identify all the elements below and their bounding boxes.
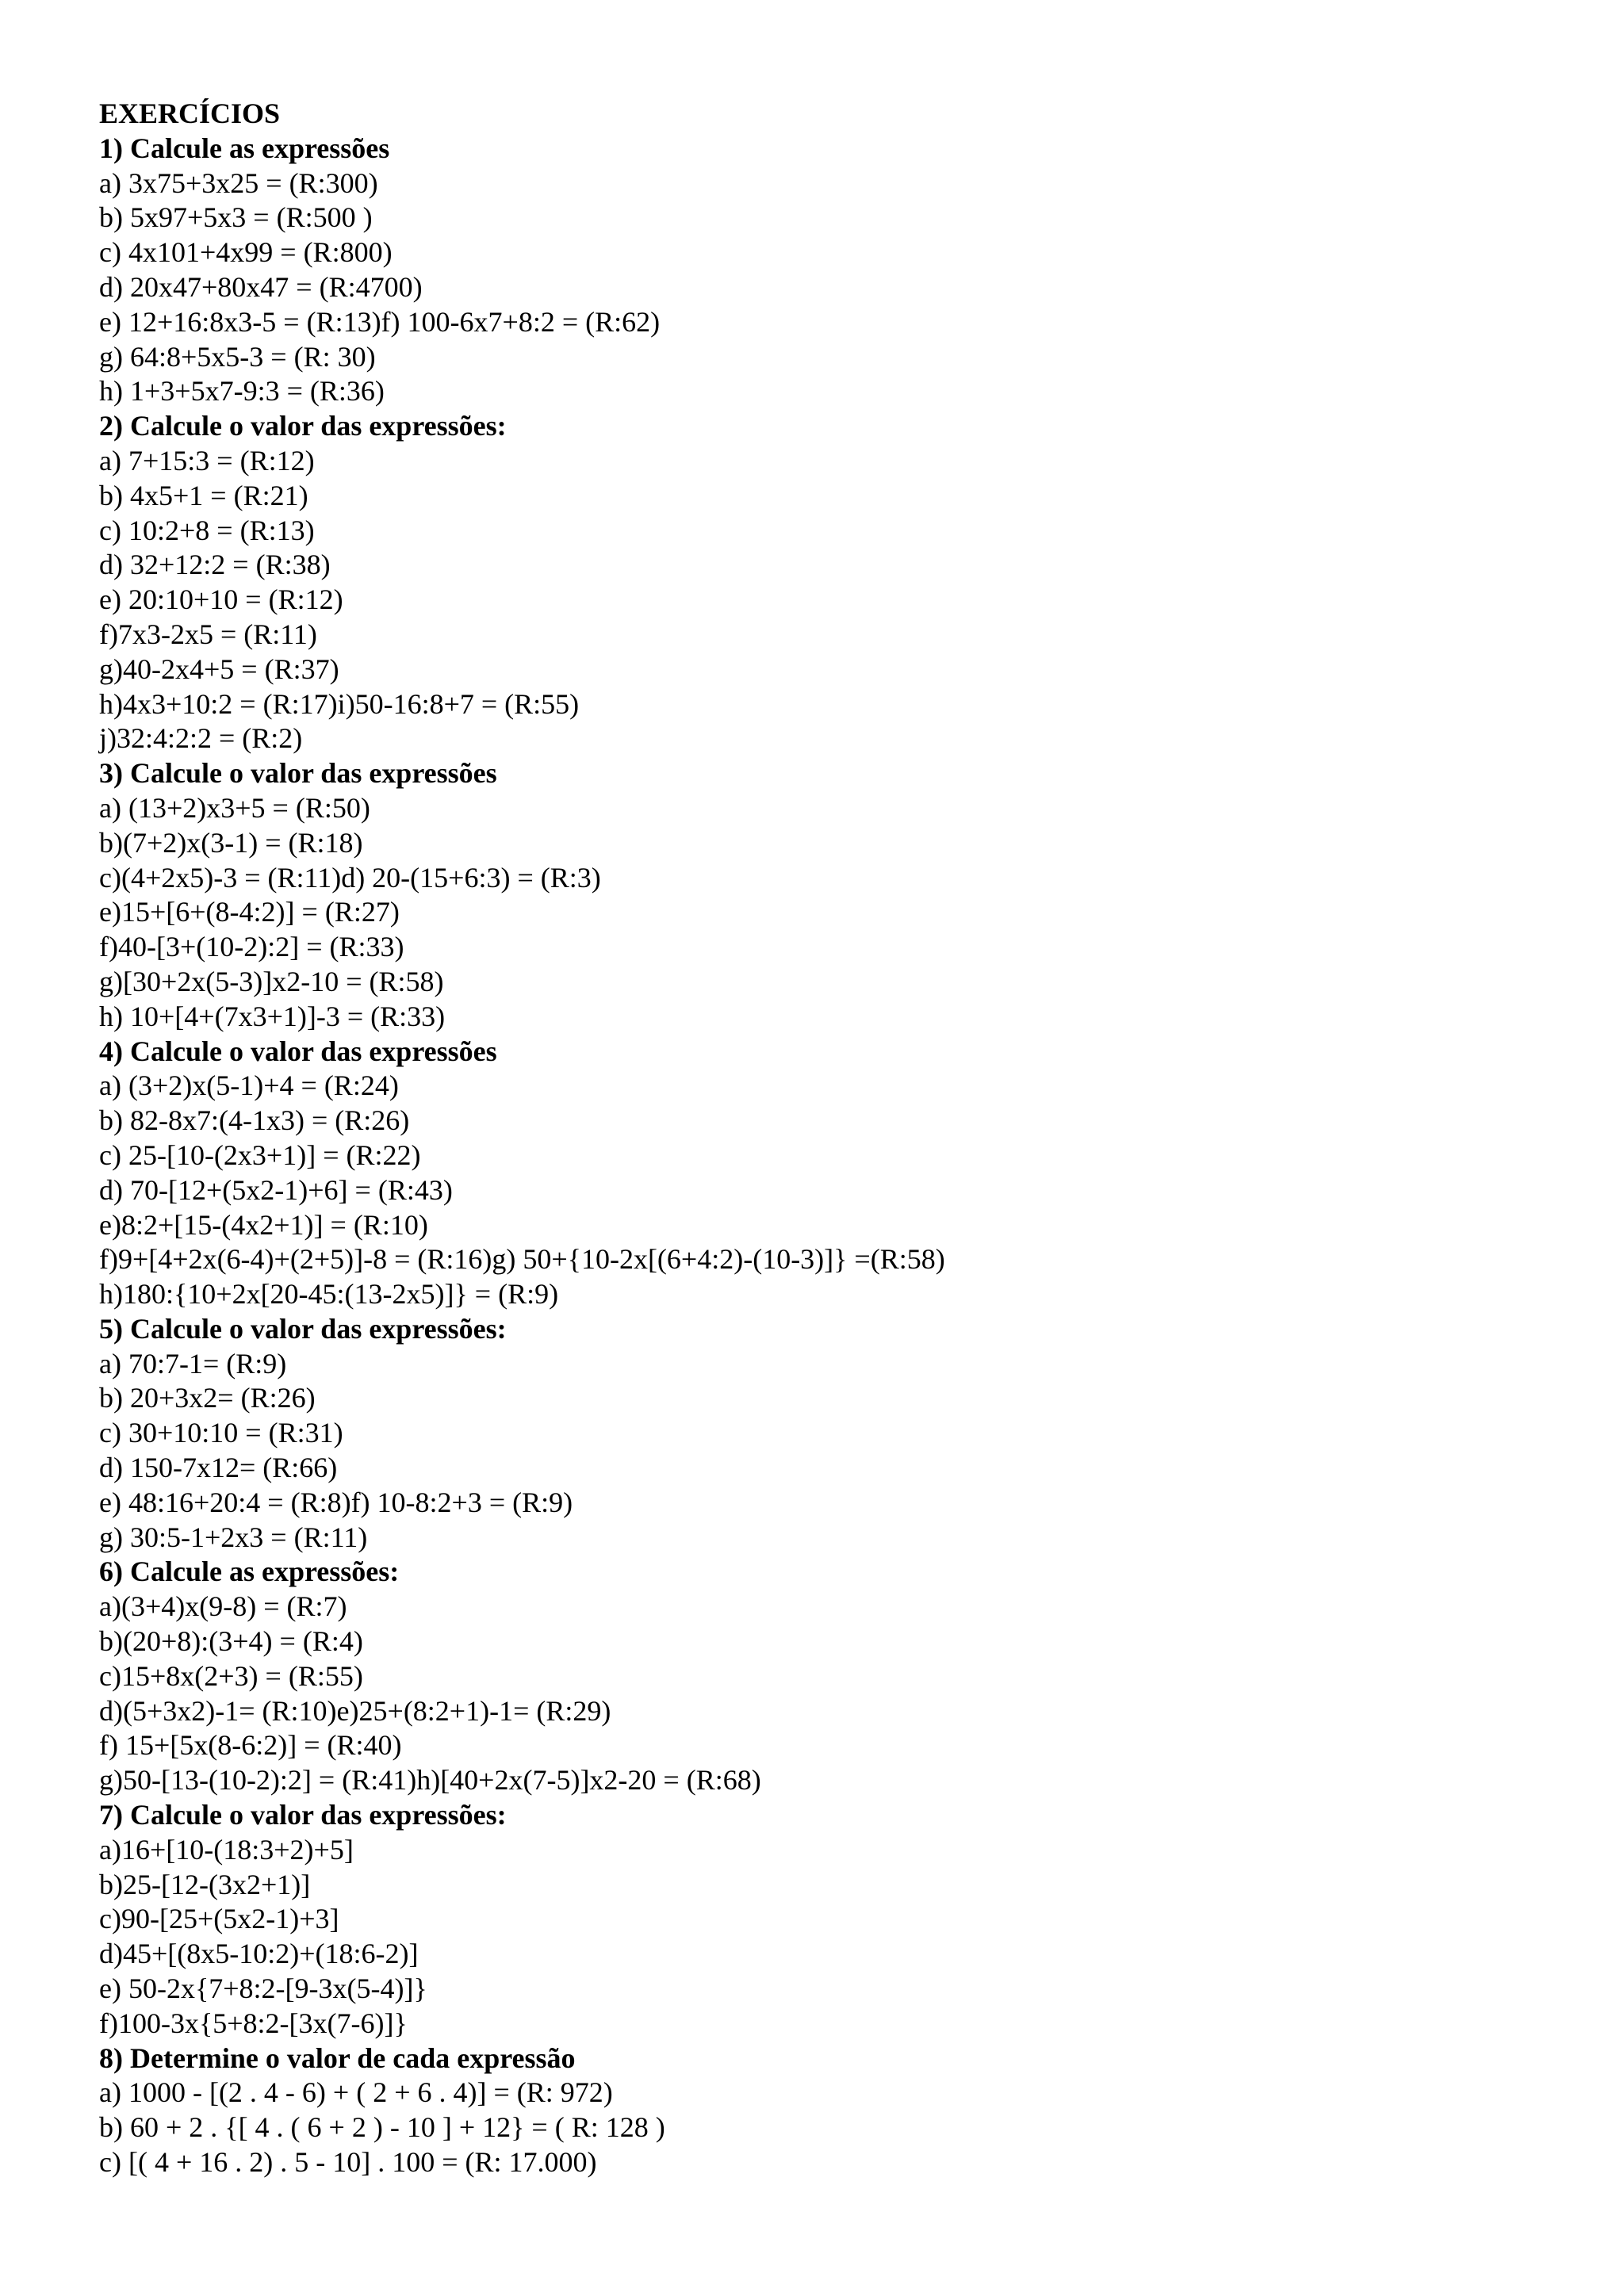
exercise-item: f)7x3-2x5 = (R:11) bbox=[99, 618, 317, 650]
exercise-item: d) 32+12:2 = (R:38) bbox=[99, 549, 331, 581]
exercise-item: h)4x3+10:2 = (R:17)i)50-16:8+7 = (R:55) bbox=[99, 687, 580, 720]
exercise-item: b) 20+3x2= (R:26) bbox=[99, 1382, 316, 1414]
exercise-item: b)25-[12-(3x2+1)] bbox=[99, 1868, 311, 1900]
exercise-item: e) 50-2x{7+8:2-[9-3x(5-4)]} bbox=[99, 1973, 427, 2005]
exercise-item: f)9+[4+2x(6-4)+(2+5)]-8 = (R:16)g) 50+{10-2x[(6+4:2)-(10-3)]} =(R:58) bbox=[99, 1243, 945, 1276]
exercise-item: g)40-2x4+5 = (R:37) bbox=[99, 652, 339, 685]
exercise-item: j)32:4:2:2 = (R:2) bbox=[99, 722, 303, 755]
exercise-item: a) 3x75+3x25 = (R:300) bbox=[99, 166, 378, 199]
section-heading: 2) Calcule o valor das expressões: bbox=[99, 410, 507, 442]
exercise-item: h) 10+[4+(7x3+1)]-3 = (R:33) bbox=[99, 1000, 446, 1032]
exercise-item: f) 15+[5x(8-6:2)] = (R:40) bbox=[99, 1729, 402, 1762]
exercise-item: d) 150-7x12= (R:66) bbox=[99, 1452, 338, 1484]
exercise-item: d)45+[(8x5-10:2)+(18:6-2)] bbox=[99, 1938, 419, 1970]
exercise-item: c) 30+10:10 = (R:31) bbox=[99, 1417, 343, 1449]
exercise-item: b) 5x97+5x3 = (R:500 ) bbox=[99, 201, 373, 234]
exercise-item: a)16+[10-(18:3+2)+5] bbox=[99, 1833, 354, 1866]
exercise-item: d) 70-[12+(5x2-1)+6] = (R:43) bbox=[99, 1173, 453, 1206]
exercise-item: d) 20x47+80x47 = (R:4700) bbox=[99, 270, 423, 303]
exercise-item: g)[30+2x(5-3)]x2-10 = (R:58) bbox=[99, 965, 444, 997]
exercise-item: a) (3+2)x(5-1)+4 = (R:24) bbox=[99, 1070, 399, 1102]
exercise-item: a) 1000 - [(2 . 4 - 6) + ( 2 + 6 . 4)] = (R: 972) bbox=[99, 2076, 613, 2109]
exercise-item: c) 4x101+4x99 = (R:800) bbox=[99, 236, 393, 269]
exercise-item: a)(3+4)x(9-8) = (R:7) bbox=[99, 1590, 347, 1623]
exercise-item: a) 70:7-1= (R:9) bbox=[99, 1347, 287, 1380]
exercise-item: g)50-[13-(10-2):2] = (R:41)h)[40+2x(7-5)]x2-20 = (R:68) bbox=[99, 1764, 761, 1797]
exercise-item: c) [( 4 + 16 . 2) . 5 - 10] . 100 = (R: 17.000) bbox=[99, 2146, 597, 2179]
exercise-item: c)90-[25+(5x2-1)+3] bbox=[99, 1903, 339, 1935]
section-heading: 1) Calcule as expressões bbox=[99, 132, 390, 164]
exercise-item: g) 64:8+5x5-3 = (R: 30) bbox=[99, 340, 376, 373]
exercise-list bbox=[99, 132, 1574, 2180]
exercise-item: h) 1+3+5x7-9:3 = (R:36) bbox=[99, 375, 385, 408]
exercise-item: g) 30:5-1+2x3 = (R:11) bbox=[99, 1521, 368, 1553]
section-heading: 5) Calcule o valor das expressões: bbox=[99, 1312, 507, 1345]
exercise-item: e)15+[6+(8-4:2)] = (R:27) bbox=[99, 896, 400, 928]
exercise-item: b) 60 + 2 . {[ 4 . ( 6 + 2 ) - 10 ] + 12} = ( R: 128 ) bbox=[99, 2111, 665, 2144]
exercise-item: e)8:2+[15-(4x2+1)] = (R:10) bbox=[99, 1208, 428, 1241]
exercise-item: f)100-3x{5+8:2-[3x(7-6)]} bbox=[99, 2007, 408, 2039]
exercise-item: c) 10:2+8 = (R:13) bbox=[99, 514, 315, 546]
exercise-item: e) 20:10+10 = (R:12) bbox=[99, 584, 343, 616]
document-page bbox=[99, 97, 1574, 2180]
section-heading: 3) Calcule o valor das expressões bbox=[99, 757, 497, 790]
section-heading: 8) Determine o valor de cada expressão bbox=[99, 2042, 576, 2074]
exercise-item: f)40-[3+(10-2):2] = (R:33) bbox=[99, 931, 404, 963]
exercise-item: a) 7+15:3 = (R:12) bbox=[99, 444, 315, 476]
exercise-item: a) (13+2)x3+5 = (R:50) bbox=[99, 791, 370, 824]
exercise-item: b) 4x5+1 = (R:21) bbox=[99, 479, 308, 511]
exercise-item: d)(5+3x2)-1= (R:10)e)25+(8:2+1)-1= (R:29) bbox=[99, 1694, 611, 1727]
document-title: EXERCÍCIOS bbox=[99, 98, 281, 129]
exercise-item: c)(4+2x5)-3 = (R:11)d) 20-(15+6:3) = (R:3) bbox=[99, 861, 601, 894]
exercise-item: c)15+8x(2+3) = (R:55) bbox=[99, 1659, 363, 1692]
exercise-item: e) 48:16+20:4 = (R:8)f) 10-8:2+3 = (R:9) bbox=[99, 1486, 573, 1518]
exercise-item: e) 12+16:8x3-5 = (R:13)f) 100-6x7+8:2 = (R:62) bbox=[99, 305, 661, 338]
exercise-item: b)(7+2)x(3-1) = (R:18) bbox=[99, 826, 363, 859]
exercise-item: h)180:{10+2x[20-45:(13-2x5)]} = (R:9) bbox=[99, 1278, 559, 1311]
exercise-item: b)(20+8):(3+4) = (R:4) bbox=[99, 1625, 363, 1658]
section-heading: 6) Calcule as expressões: bbox=[99, 1556, 400, 1588]
section-heading: 4) Calcule o valor das expressões bbox=[99, 1035, 497, 1067]
section-heading: 7) Calcule o valor das expressões: bbox=[99, 1799, 507, 1831]
exercise-item: c) 25-[10-(2x3+1)] = (R:22) bbox=[99, 1138, 421, 1171]
exercise-item: b) 82-8x7:(4-1x3) = (R:26) bbox=[99, 1104, 410, 1137]
